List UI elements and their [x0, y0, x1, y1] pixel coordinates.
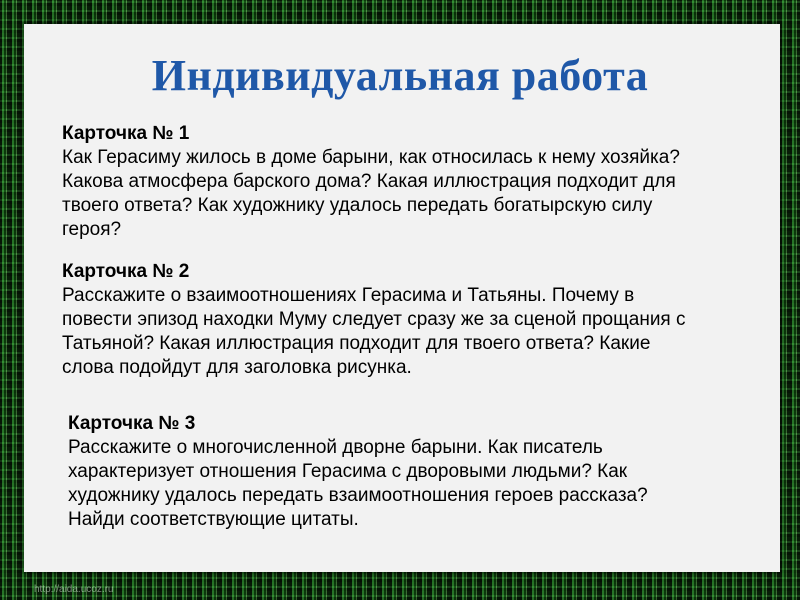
slide-title: Индивидуальная работа: [151, 51, 649, 100]
card-heading: Карточка № 3: [68, 413, 196, 434]
card-text: Расскажите о многочисленной дворне барыни. Как писатель характеризует отношения Герасима с дворовыми людьми? Как художнику удалось передать взаимоотношения героев рассказа? Найди соответствующие цитаты.: [68, 437, 648, 530]
watermark-url: http://aida.ucoz.ru: [34, 584, 114, 595]
card-heading: Карточка № 2: [62, 261, 190, 282]
card-text: Как Герасиму жилось в доме барыни, как относилась к нему хозяйка? Какова атмосфера барского дома? Какая иллюстрация подходит для твоего ответа? Как художнику удалось передать богатырскую силу героя?: [62, 147, 680, 240]
card-text: Расскажите о взаимоотношениях Герасима и Татьяны. Почему в повести эпизод находки Муму следует сразу же за сценой прощания с Татьяной? Какая иллюстрация подходит для твоего ответа? Какие слова подойдут для заголовка рисунка.: [62, 285, 686, 378]
card-heading: Карточка № 1: [62, 123, 190, 144]
card-2: [62, 260, 762, 380]
card-3: [68, 412, 768, 532]
card-1: [62, 122, 762, 242]
